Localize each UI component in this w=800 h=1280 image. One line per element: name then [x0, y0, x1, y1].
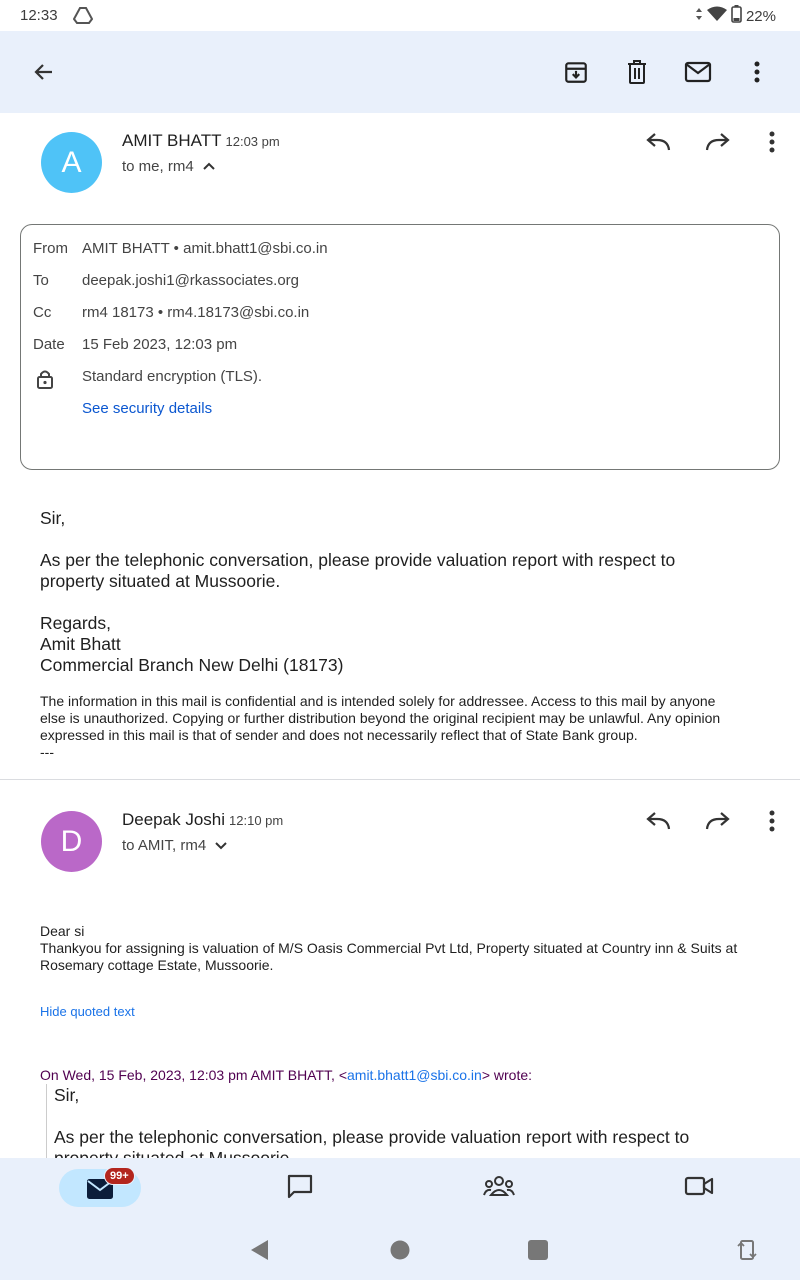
- sender-name: Deepak Joshi: [122, 810, 226, 829]
- quote-header: [40, 1067, 532, 1083]
- nav-chat[interactable]: [280, 1168, 320, 1208]
- toolbar: [0, 31, 800, 113]
- body-signature-branch: Commercial Branch New Delhi (18173): [40, 655, 344, 675]
- from-value: AMIT BHATT • amit.bhatt1@sbi.co.in: [82, 240, 328, 257]
- data-arrows-icon: [695, 7, 703, 25]
- sender-name: AMIT BHATT: [122, 131, 222, 150]
- body-line: As per the telephonic conversation, please provide valuation report with respect to: [40, 550, 676, 570]
- message-time: 12:10 pm: [229, 813, 284, 828]
- body-signature-name: Amit Bhatt: [40, 634, 121, 654]
- system-home-icon[interactable]: [388, 1238, 412, 1262]
- recipients-text: to me, rm4: [122, 158, 194, 175]
- rotate-icon[interactable]: [735, 1238, 759, 1262]
- hide-quoted-text-link[interactable]: Hide quoted text: [40, 1004, 135, 1019]
- reply-icon[interactable]: [641, 804, 675, 838]
- reply-icon[interactable]: [641, 125, 675, 159]
- drive-icon: [73, 6, 93, 29]
- unread-badge: 99+: [104, 1167, 135, 1185]
- body-regards: Regards,: [40, 613, 112, 633]
- message-sender: [122, 810, 283, 830]
- status-bar: [0, 0, 800, 31]
- chevron-up-icon: [202, 158, 216, 175]
- mark-unread-icon[interactable]: [682, 56, 714, 88]
- wifi-icon: [707, 6, 727, 26]
- from-label: From: [33, 240, 68, 257]
- avatar-letter: A: [61, 145, 82, 179]
- forward-icon[interactable]: [701, 125, 735, 159]
- archive-icon[interactable]: [560, 56, 592, 88]
- body-line: Rosemary cottage Estate, Mussoorie.: [40, 957, 274, 973]
- quote-header-suffix: > wrote:: [481, 1067, 533, 1083]
- more-vert-icon[interactable]: [741, 56, 773, 88]
- quoted-line: As per the telephonic conversation, please provide valuation report with respect to: [54, 1127, 690, 1147]
- body-line: Thankyou for assigning is valuation of M/S Oasis Commercial Pvt Ltd, Property situated at Country inn & Suits at: [40, 940, 738, 956]
- nav-meet[interactable]: [679, 1168, 719, 1208]
- to-value: deepak.joshi1@rkassociates.org: [82, 272, 300, 289]
- system-recents-icon[interactable]: [526, 1238, 550, 1262]
- back-arrow-icon[interactable]: [28, 56, 60, 88]
- disclaimer-line: else is unauthorized. Copying or further distribution beyond the original recipient may be unlawful. Any opinion: [40, 710, 721, 726]
- battery-level: 22%: [745, 7, 776, 25]
- body-line: Dear si: [40, 923, 85, 939]
- meet-icon: [684, 1175, 714, 1202]
- spaces-icon: [483, 1175, 515, 1202]
- quote-header-prefix: On Wed, 15 Feb, 2023, 12:03 pm AMIT BHATT, <: [40, 1067, 347, 1083]
- body-greeting: Sir,: [40, 508, 66, 528]
- message-details: [20, 224, 780, 470]
- cc-value: rm4 18173 • rm4.18173@sbi.co.in: [82, 304, 310, 321]
- system-navigation: [0, 1220, 800, 1280]
- message-divider: [0, 779, 800, 780]
- message-sender: [122, 131, 280, 151]
- status-time: 12:33: [20, 7, 58, 24]
- quote-bar: [46, 1084, 47, 1164]
- message-time: 12:03 pm: [225, 134, 280, 149]
- nav-spaces[interactable]: [479, 1168, 519, 1208]
- bottom-navigation: [0, 1158, 800, 1220]
- battery-icon: [731, 5, 742, 27]
- disclaimer-line: expressed in this mail is that of sender and does not necessarily reflect that of State Bank group.: [40, 727, 638, 743]
- delete-icon[interactable]: [621, 56, 653, 88]
- body-line: property situated at Mussoorie.: [40, 571, 281, 591]
- date-value: 15 Feb 2023, 12:03 pm: [82, 336, 238, 353]
- disclaimer-line: The information in this mail is confidential and is intended solely for addressee. Access to this mail by anyone: [40, 693, 716, 709]
- date-label: Date: [33, 336, 65, 353]
- cc-label: Cc: [33, 304, 52, 321]
- system-back-icon[interactable]: [247, 1238, 271, 1262]
- avatar-letter: D: [60, 824, 83, 858]
- recipients-text: to AMIT, rm4: [122, 837, 207, 854]
- chat-icon: [286, 1173, 314, 1204]
- nav-mail-pill: [59, 1169, 141, 1207]
- forward-icon[interactable]: [701, 804, 735, 838]
- chevron-down-icon: [214, 837, 228, 854]
- sender-avatar[interactable]: [41, 811, 102, 872]
- lock-icon: [36, 369, 86, 393]
- to-label: To: [33, 272, 49, 289]
- see-security-details-link[interactable]: See security details: [82, 400, 213, 417]
- recipients-toggle[interactable]: [122, 837, 228, 854]
- message-more-icon[interactable]: [755, 125, 789, 159]
- encryption-text: Standard encryption (TLS).: [82, 368, 263, 385]
- recipients-toggle[interactable]: [122, 158, 216, 175]
- nav-mail[interactable]: [59, 1168, 141, 1208]
- quoted-greeting: Sir,: [54, 1085, 80, 1105]
- message-more-icon[interactable]: [755, 804, 789, 838]
- sender-avatar[interactable]: [41, 132, 102, 193]
- signature-separator: ---: [40, 744, 54, 760]
- quote-email-link[interactable]: amit.bhatt1@sbi.co.in: [347, 1067, 482, 1083]
